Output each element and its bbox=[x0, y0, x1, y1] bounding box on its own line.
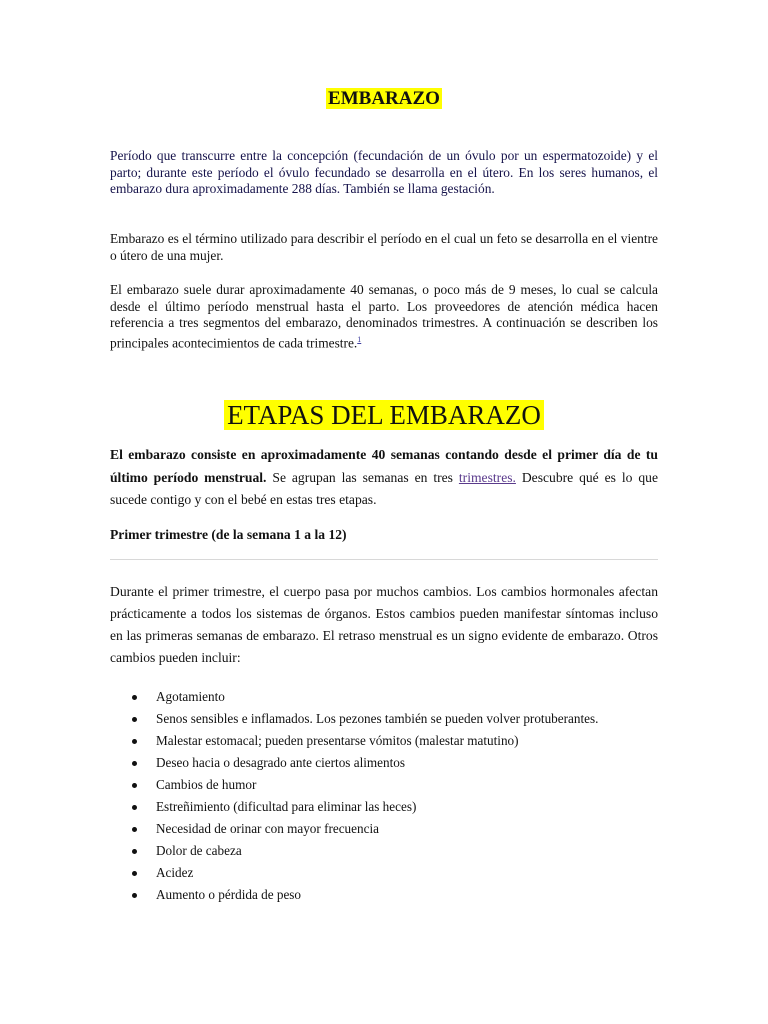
duration-paragraph-text: El embarazo suele durar aproximadamente 40 semanas, o poco más de 9 meses, lo cual se calcula desde el último período menstrual hasta el parto. Los proveedores de atención médica hacen referencia a tres segmentos del embarazo, denominados trimestres. A continuación se describen los principales acontecimientos de cada trimestre. bbox=[110, 282, 658, 351]
list-item bbox=[110, 818, 598, 840]
definition-paragraph: Período que transcurre entre la concepción (fecundación de un óvulo por un espermatozoide) y el parto; durante este período el óvulo fecundado se desarrolla en el útero. En los seres humanos, el embarazo dura aproximadamente 288 días. También se llama gestación. bbox=[110, 148, 658, 197]
main-title bbox=[110, 86, 658, 112]
section-divider bbox=[110, 559, 658, 560]
bullet-icon bbox=[132, 871, 137, 876]
trimestres-link[interactable]: trimestres. bbox=[458, 469, 516, 485]
list-item-text: Necesidad de orinar con mayor frecuencia bbox=[156, 821, 379, 836]
stages-intro-text: Se agrupan las semanas en tres bbox=[266, 469, 459, 485]
duration-paragraph bbox=[110, 282, 658, 352]
bullet-icon bbox=[132, 805, 137, 810]
list-item bbox=[110, 686, 598, 708]
stages-intro-text-end: Descubre qué es lo que sucede contigo y con el bebé en estas tres etapas. bbox=[110, 469, 659, 507]
bullet-icon bbox=[132, 783, 137, 788]
bullet-icon bbox=[132, 739, 137, 744]
bullet-icon bbox=[132, 717, 137, 722]
list-item bbox=[110, 708, 598, 730]
list-item-text: Senos sensibles e inflamados. Los pezones también se pueden volver protuberantes. bbox=[156, 711, 599, 726]
list-item-text: Estreñimiento (dificultad para eliminar las heces) bbox=[156, 799, 417, 814]
list-item bbox=[110, 752, 598, 774]
footnote-reference[interactable]: 1 bbox=[357, 334, 362, 344]
symptoms-list bbox=[110, 686, 598, 906]
main-title-text: EMBARAZO bbox=[328, 88, 440, 109]
bullet-icon bbox=[132, 761, 137, 766]
list-item-text: Malestar estomacal; pueden presentarse vómitos (malestar matutino) bbox=[156, 733, 519, 748]
bullet-icon bbox=[132, 695, 137, 700]
list-item-text: Agotamiento bbox=[156, 689, 225, 704]
list-item bbox=[110, 862, 598, 884]
list-item bbox=[110, 840, 598, 862]
list-item-text: Deseo hacia o desagrado ante ciertos alimentos bbox=[156, 755, 405, 770]
stages-title bbox=[110, 396, 658, 434]
list-item bbox=[110, 774, 598, 796]
bullet-icon bbox=[132, 827, 137, 832]
list-item-text: Cambios de humor bbox=[156, 777, 257, 792]
term-paragraph: Embarazo es el término utilizado para describir el período en el cual un feto se desarrolla en el vientre o útero de una mujer. bbox=[110, 231, 658, 263]
first-trimester-heading: Primer trimestre (de la semana 1 a la 12) bbox=[110, 527, 347, 542]
stages-title-text: ETAPAS DEL EMBARAZO bbox=[224, 400, 544, 430]
list-item bbox=[110, 884, 598, 906]
list-item-text: Dolor de cabeza bbox=[156, 843, 242, 858]
stages-intro-bold: El embarazo consiste en aproximadamente 40 semanas contando desde el primer día de tu último período menstrual. bbox=[110, 447, 658, 485]
bullet-icon bbox=[132, 849, 137, 854]
list-item bbox=[110, 730, 598, 752]
list-item bbox=[110, 796, 598, 818]
first-trimester-paragraph: Durante el primer trimestre, el cuerpo pasa por muchos cambios. Los cambios hormonales afectan prácticamente a todos los sistemas de órganos. Estos cambios pueden manifestar síntomas incluso en las primeras semanas de embarazo. El retraso menstrual es un signo evidente de embarazo. Otros cambios pueden incluir: bbox=[110, 584, 658, 665]
bullet-icon bbox=[132, 893, 137, 898]
list-item-text: Aumento o pérdida de peso bbox=[156, 887, 302, 902]
stages-intro bbox=[110, 444, 658, 512]
list-item-text: Acidez bbox=[156, 865, 194, 880]
